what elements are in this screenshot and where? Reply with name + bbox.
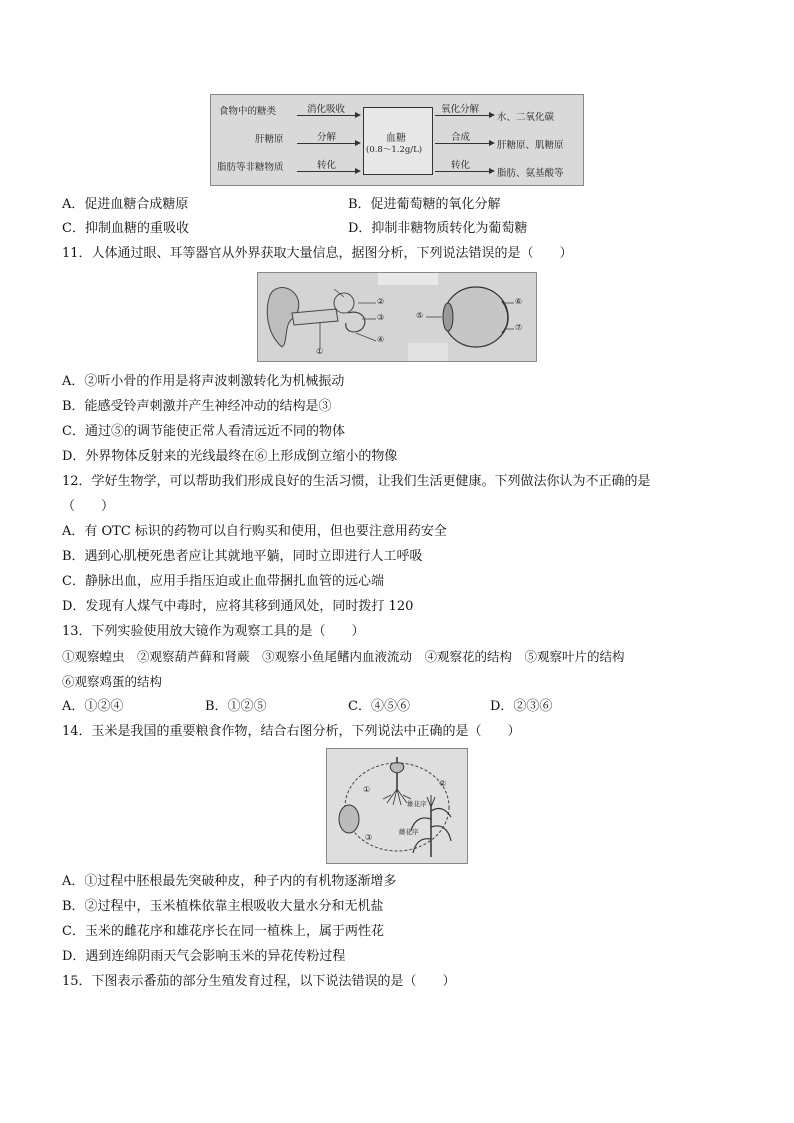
source-liver-glycogen: 肝糖原: [255, 134, 284, 145]
arrow-oxidize: [435, 115, 493, 116]
arrow-label-oxidize: 氧化分解: [441, 104, 480, 115]
blood-sugar-diagram: [210, 94, 584, 186]
ear-eye-drawing: [258, 273, 536, 361]
q10-option-a: A．促进血糖合成糖原: [62, 197, 189, 212]
q12-option-d: D．发现有人煤气中毒时，应将其移到通风处，同时拨打 120: [62, 599, 414, 614]
q13-option-d: D．②③⑥: [490, 699, 553, 714]
corn-lifecycle-drawing: [327, 749, 467, 863]
arrow-label-convert-in: 转化: [317, 160, 337, 171]
q15-stem: 15．下图表示番茄的部分生殖发育过程，以下说法错误的是（ ）: [62, 974, 456, 989]
q14-stem: 14．玉米是我国的重要粮食作物，结合右图分析，下列说法中正确的是（ ）: [62, 724, 521, 739]
q12-stem-cont: （ ）: [62, 499, 115, 514]
arrow-label-synthesize: 合成: [451, 132, 471, 143]
q13-option-b: B．①②⑤: [205, 699, 267, 714]
corn-label-1: ①: [363, 785, 371, 794]
corn-lifecycle-figure: [326, 748, 468, 864]
arrow-decompose: [297, 143, 359, 144]
q11-option-c: C．通过⑤的调节能使正常人看清远近不同的物体: [62, 424, 345, 439]
q10-option-c: C．抑制血糖的重吸收: [62, 221, 189, 236]
q11-option-a: A．②听小骨的作用是将声波刺激转化为机械振动: [62, 374, 345, 389]
label-6: ⑥: [515, 297, 523, 306]
q12-option-c: C．静脉出血，应用手指压迫或止血带捆扎血管的远心端: [62, 574, 384, 589]
q10-option-d: D．抑制非糖物质转化为葡萄糖: [348, 221, 528, 236]
ear-eye-figure: [257, 272, 537, 362]
q12-stem: 12．学好生物学，可以帮助我们形成良好的生活习惯，让我们生活更健康。下列做法你认为不正确的是: [62, 474, 651, 489]
corn-label-2: ②: [439, 779, 447, 788]
product-glycogen: 肝糖原、肌糖原: [497, 140, 564, 151]
label-1: ①: [316, 347, 324, 356]
q11-stem: 11．人体通过眼、耳等器官从外界获取大量信息，据图分析，下列说法错误的是（ ）: [62, 246, 573, 261]
q10-option-b: B．促进葡萄糖的氧化分解: [348, 197, 501, 212]
q14-option-b: B．②过程中，玉米植株依靠主根吸收大量水分和无机盐: [62, 899, 384, 914]
arrow-label-convert-out: 转化: [451, 160, 471, 171]
label-5: ⑤: [416, 311, 424, 320]
q11-option-b: B．能感受铃声刺激并产生神经冲动的结构是③: [62, 399, 332, 414]
corn-label-female: 雌花序: [399, 828, 419, 836]
source-food-sugar: 食物中的糖类: [219, 106, 277, 117]
blood-sugar-title: 血糖: [386, 133, 406, 144]
q12-option-b: B．遇到心肌梗死患者应让其就地平躺，同时立即进行人工呼吸: [62, 549, 423, 564]
arrow-digest: [297, 115, 359, 116]
blood-sugar-range: (0.8～1.2g/L): [366, 145, 423, 155]
arrow-label-digest: 消化吸收: [307, 104, 346, 115]
arrow-label-decompose: 分解: [317, 132, 337, 143]
product-fat-amino: 脂肪、氨基酸等: [497, 168, 564, 179]
source-non-sugar: 脂肪等非糖物质: [217, 162, 284, 173]
label-3: ③: [377, 313, 385, 322]
q13-option-c: C．④⑤⑥: [348, 699, 410, 714]
q13-items-1: ①观察蝗虫 ②观察葫芦藓和肾蕨 ③观察小鱼尾鳍内血液流动 ④观察花的结构 ⑤观察叶片的结构: [62, 649, 625, 664]
corn-label-3: ③: [365, 833, 373, 842]
q13-stem: 13．下列实验使用放大镜作为观察工具的是（ ）: [62, 624, 365, 639]
q14-option-d: D．遇到连绵阴雨天气会影响玉米的异花传粉过程: [62, 949, 346, 964]
corn-label-male: 雄花序: [407, 800, 427, 808]
arrow-convert-out: [435, 171, 493, 172]
label-4: ④: [377, 335, 385, 344]
label-2: ②: [377, 297, 385, 306]
q14-option-a: A．①过程中胚根最先突破种皮，种子内的有机物逐渐增多: [62, 874, 397, 889]
product-water-co2: 水、二氧化碳: [497, 112, 555, 123]
arrow-convert-in: [297, 171, 359, 172]
q13-items-2: ⑥观察鸡蛋的结构: [62, 674, 163, 689]
arrow-synthesize: [435, 143, 493, 144]
q12-option-a: A．有 OTC 标识的药物可以自行购买和使用，但也要注意用药安全: [62, 524, 447, 539]
q11-option-d: D．外界物体反射来的光线最终在⑥上形成倒立缩小的物像: [62, 449, 398, 464]
q13-option-a: A．①②④: [62, 699, 124, 714]
label-7: ⑦: [515, 323, 523, 332]
q14-option-c: C．玉米的雌花序和雄花序长在同一植株上，属于两性花: [62, 924, 384, 939]
